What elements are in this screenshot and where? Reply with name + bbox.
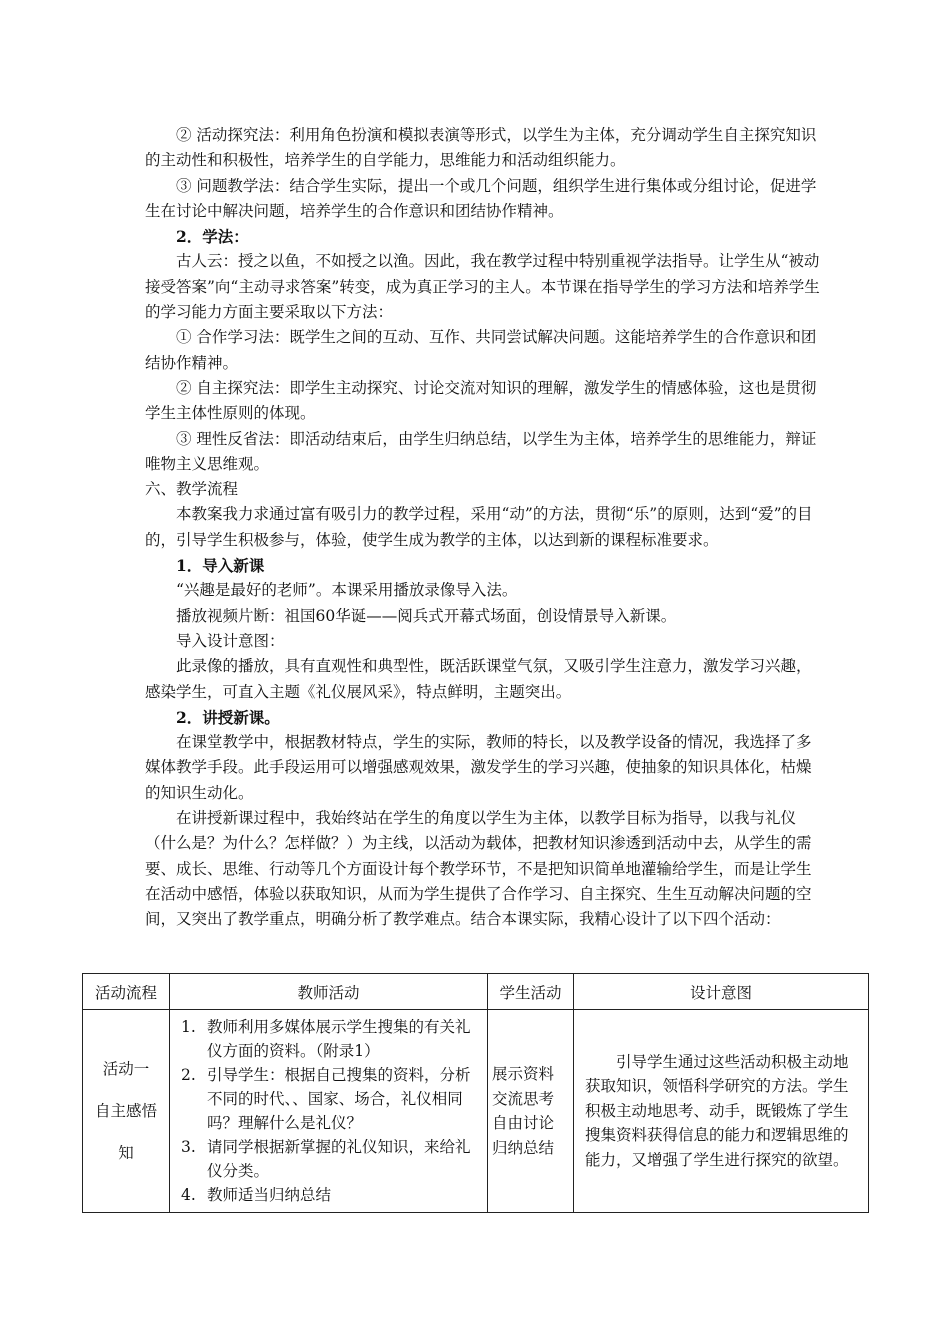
step-text: 引导学生：根据自己搜集的资料，分析不同的时代、、国家、场合，礼仪相同吗？理解什么是礼仪？ <box>207 1066 471 1132</box>
table-header-row <box>83 974 869 1010</box>
paragraph-activity-inquiry: ② 活动探究法：利用角色扮演和模拟表演等形式，以学生为主体，充分调动学生自主探究知识的主动性和积极性，培养学生的自学能力，思维能力和活动组织能力。 <box>145 126 817 170</box>
step-number: 3. <box>181 1138 196 1156</box>
step-number: 4. <box>181 1186 196 1204</box>
paragraph-rational-reflection: ③ 理性反省法：即活动结束后，由学生归纳总结，以学生为主体，培养学生的思维能力，辩证唯物主义思维观。 <box>145 429 817 473</box>
list-item <box>177 1135 480 1183</box>
list-item <box>177 1015 480 1063</box>
paragraph-problem-teaching: ③ 问题教学法：结合学生实际，提出一个或几个问题，组织学生进行集体或分组讨论，促进学生在讨论中解决问题，培养学生的合作意识和团结协作精神。 <box>145 176 817 220</box>
paragraph-interest-teacher: “兴趣是最好的老师”。本课采用播放录像导入法。 <box>176 581 518 600</box>
list-item <box>177 1183 480 1207</box>
design-intent-text: 引导学生通过这些活动积极主动地获取知识，领悟科学研究的方法。学生积极主动地思考、动手，既锻炼了学生搜集资料获得信息的能力和逻辑思维的能力，又增强了学生进行探究的欲望。 <box>585 1052 849 1169</box>
paragraph-multimedia: 在课堂教学中，根据教材特点，学生的实际，教师的特长，以及教学设备的情况，我选择了多媒体教学手段。此手段运用可以增强感观效果，激发学生的学习兴趣，使抽象的知识具体化，枯燥的知识生动化。 <box>145 733 812 802</box>
teacher-steps-list <box>171 1011 486 1211</box>
document-body <box>145 123 825 933</box>
paragraph-self-inquiry: ② 自主探究法：即学生主动探究、讨论交流对知识的理解，激发学生的情感体验，这也是贯彻学生主体性原则的体现。 <box>145 378 817 423</box>
paragraph-cooperative-learning: ① 合作学习法：既学生之间的互动、互作、共同尝试解决问题。这能培养学生的合作意识和团结协作精神。 <box>145 328 817 372</box>
activity-table <box>82 973 869 1213</box>
header-activity-flow: 活动流程 <box>83 974 170 1010</box>
list-item <box>177 1063 480 1135</box>
teacher-activity-cell <box>170 1010 488 1213</box>
step-text: 请同学根据新掌握的礼仪知识，来给礼仪分类。 <box>207 1138 471 1180</box>
step-number: 1. <box>181 1018 196 1036</box>
step-number: 2. <box>181 1066 196 1084</box>
heading-introduce-lesson: 1．导入新课 <box>176 556 265 576</box>
paragraph-teaching-design: 在讲授新课过程中，我始终站在学生的角度以学生为主体，以教学目标为指导，以我与礼仪（什么是？为什么？怎样做？）为主线，以活动为载体，把教材知识渗透到活动中去，从学生的需要、成长、思维、行动等几个方面设计每个教学环节，不是把知识简单地灌输给学生，而是让学生在活动中感悟，体验以获取知识，从而为学生提供了合作学习、自主探究、生生互动解决问题的空间，又突出了教学重点，明确分析了教学难点。结合本课实际，我精心设计了以下四个活动： <box>145 809 812 929</box>
heading-study-method: 2．学法： <box>176 227 249 247</box>
design-intent-cell <box>574 1010 869 1213</box>
heading-teach-new-lesson: 2．讲授新课。 <box>176 707 280 727</box>
table-row <box>83 1010 869 1213</box>
paragraph-ancient-saying: 古人云：授之以鱼，不如授之以渔。因此，我在教学过程中特别重视学法指导。让学生从“被动接受答案”向“主动寻求答案”转变，成为真正学习的主人。本节课在指导学生的学习方法和培养学生的学习能力方面主要采取以下方法： <box>145 252 820 322</box>
header-design-intent: 设计意图 <box>574 974 869 1010</box>
header-student-activity: 学生活动 <box>488 974 574 1010</box>
stage-line: 知 <box>118 1144 134 1162</box>
student-activity-line: 自由讨论 <box>492 1114 555 1132</box>
activity-stage-cell <box>83 1010 170 1213</box>
student-activity-line: 归纳总结 <box>492 1138 555 1157</box>
header-teacher-activity: 教师活动 <box>170 974 488 1010</box>
step-text: 教师适当归纳总结 <box>207 1186 332 1204</box>
student-activity-line: 交流思考 <box>492 1089 555 1108</box>
section-teaching-process: 六、教学流程 <box>145 480 239 499</box>
paragraph-teaching-plan: 本教案我力求通过富有吸引力的教学过程，采用“动”的方法，贯彻“乐”的原则，达到“爱”的目的，引导学生积极参与，体验，使学生成为教学的主体，以达到新的课程标准要求。 <box>145 505 813 549</box>
student-activity-cell <box>488 1010 574 1213</box>
paragraph-video-clip: 播放视频片断：祖国60华诞——阅兵式开幕式场面，创设情景导入新课。 <box>176 606 677 625</box>
step-text: 教师利用多媒体展示学生搜集的有关礼仪方面的资料。（附录1） <box>207 1018 471 1060</box>
stage-line: 自主感悟 <box>94 1102 157 1120</box>
paragraph-intro-intent: 导入设计意图： <box>176 631 285 650</box>
paragraph-video-effect: 此录像的播放，具有直观性和典型性，既活跃课堂气氛，又吸引学生注意力，激发学习兴趣，感染学生，可直入主题《礼仪展风采》，特点鲜明，主题突出。 <box>145 657 812 701</box>
student-activity-line: 展示资料 <box>492 1065 555 1083</box>
stage-line: 活动一 <box>102 1060 150 1078</box>
